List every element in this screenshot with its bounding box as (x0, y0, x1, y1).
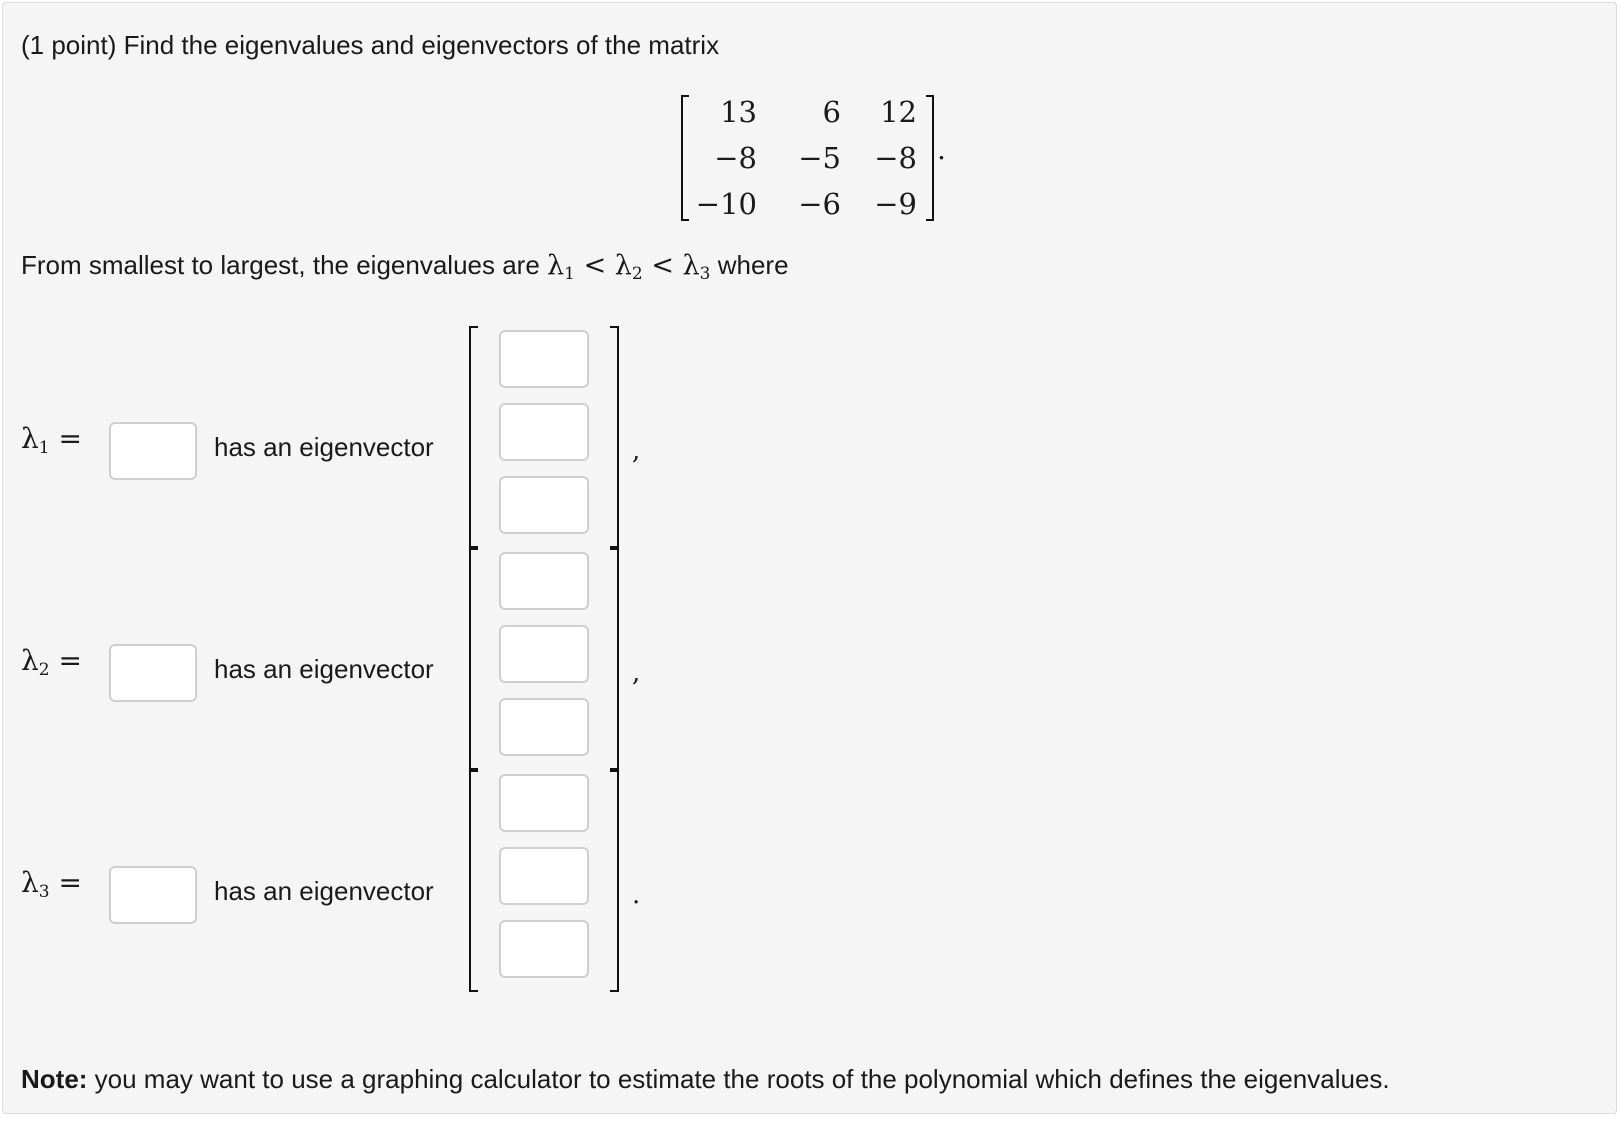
note-text (21, 1064, 1390, 1095)
matrix-cell: −9 (874, 187, 917, 221)
has-eigenvector-label: has an eigenvector (214, 432, 434, 462)
lambda-2-label: $\lambda_2$ = (21, 644, 82, 680)
vector-right-bracket (610, 548, 619, 770)
row-1-comma: , (632, 436, 641, 466)
eigenvector-3-component-2[interactable] (499, 847, 589, 905)
eigenvector-1-component-1[interactable] (499, 330, 589, 388)
eigen-row-1 (3, 326, 703, 548)
matrix-cell: 12 (880, 95, 917, 129)
eigenvector-2-component-2[interactable] (499, 625, 589, 683)
matrix-grid (693, 89, 923, 227)
row-2-comma: , (632, 658, 641, 688)
lambda-3-label: $\lambda_3$ = (21, 866, 82, 902)
matrix-period: . (937, 133, 946, 166)
note-label: Note: (21, 1064, 88, 1094)
eigenvector-1-component-3[interactable] (499, 476, 589, 534)
eigenvector-3-component-3[interactable] (499, 920, 589, 978)
matrix-cell: −8 (874, 141, 917, 175)
vector-left-bracket (469, 548, 478, 770)
has-eigenvector-label: has an eigenvector (214, 654, 434, 684)
matrix-cell: 13 (720, 95, 757, 129)
vector-right-bracket (610, 770, 619, 992)
order-prefix: From smallest to largest, the eigenvalues are (21, 250, 540, 280)
matrix-cell: −8 (714, 141, 757, 175)
problem-container (2, 2, 1617, 1114)
lambda-1-input[interactable] (109, 422, 197, 480)
matrix-right-bracket (926, 95, 934, 221)
has-eigenvector-label: has an eigenvector (214, 876, 434, 906)
matrix-cell: 6 (822, 95, 841, 129)
lambda-3-input[interactable] (109, 866, 197, 924)
eigen-row-3 (3, 770, 703, 992)
eigenvector-2-component-3[interactable] (499, 698, 589, 756)
matrix-cell: −6 (798, 187, 841, 221)
matrix-cell: −10 (695, 187, 757, 221)
lambda-1-label: $\lambda_1$ = (21, 422, 82, 458)
matrix-cell: −5 (798, 141, 841, 175)
vector-left-bracket (469, 770, 478, 992)
eigenvector-3-component-1[interactable] (499, 774, 589, 832)
order-inequality: $\lambda_1 < \lambda_2 < \lambda_3$ (547, 250, 711, 284)
eigenvector-2-component-1[interactable] (499, 552, 589, 610)
eigenvalue-order-sentence (21, 248, 789, 283)
order-suffix: where (717, 250, 789, 280)
vector-right-bracket (610, 326, 619, 548)
note-body: you may want to use a graphing calculator to estimate the roots of the polynomial which defines the eigenvalues. (87, 1064, 1390, 1094)
row-3-period: . (632, 880, 641, 910)
vector-left-bracket (469, 326, 478, 548)
problem-intro: (1 point) Find the eigenvalues and eigenvectors of the matrix (21, 30, 720, 60)
lambda-2-input[interactable] (109, 644, 197, 702)
matrix-left-bracket (681, 95, 689, 221)
eigen-row-2 (3, 548, 703, 770)
eigenvector-1-component-2[interactable] (499, 403, 589, 461)
